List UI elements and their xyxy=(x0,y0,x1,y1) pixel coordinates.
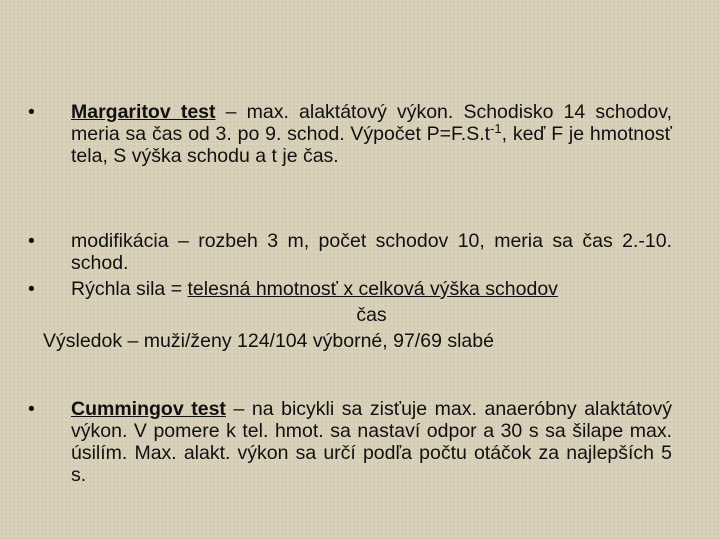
margaritov-superscript: -1 xyxy=(490,121,502,136)
cummingov-description: – na bicykli sa zisťuje max. anaeróbny alaktátový výkon. V pomere k tel. hmot. sa nastaví odpor a 30 s sa šilape max. úsilím. Max. alakt. výkon sa určí podľa počtu otáčok za najlepších 5 s. xyxy=(71,398,672,486)
margaritov-description-end: , keď F je hmotnosť tela, S výška schodu a t je čas. xyxy=(71,123,672,167)
cummingov-bullet xyxy=(28,398,672,486)
power-formula-label: Rýchla sila = xyxy=(71,278,188,300)
cummingov-term: Cummingov test xyxy=(71,398,226,420)
margaritov-bullet xyxy=(28,101,672,167)
power-formula-bullet xyxy=(28,278,672,300)
power-formula-numerator: telesná hmotnosť x celková výška schodov xyxy=(187,278,558,300)
modification-bullet xyxy=(28,230,672,274)
margaritov-block xyxy=(28,101,672,167)
modification-text: modifikácia – rozbeh 3 m, počet schodov 10, meria sa čas 2.-10. schod. xyxy=(71,230,672,274)
result-text: Výsledok – muži/ženy 124/104 výborné, 97/69 slabé xyxy=(43,330,494,352)
margaritov-term: Margaritov test xyxy=(71,101,216,123)
modification-block xyxy=(28,230,672,352)
bullet-dot: • xyxy=(28,230,35,252)
bullet-dot: • xyxy=(28,398,35,420)
cummingov-block xyxy=(28,398,672,486)
bullet-dot: • xyxy=(28,101,35,123)
bullet-dot: • xyxy=(28,278,35,300)
margaritov-description: – max. alaktátový výkon. Schodisko 14 schodov, meria sa čas od 3. po 9. schod. Výpočet P=F.S.t xyxy=(71,101,672,145)
power-formula-denominator: čas xyxy=(356,304,387,326)
